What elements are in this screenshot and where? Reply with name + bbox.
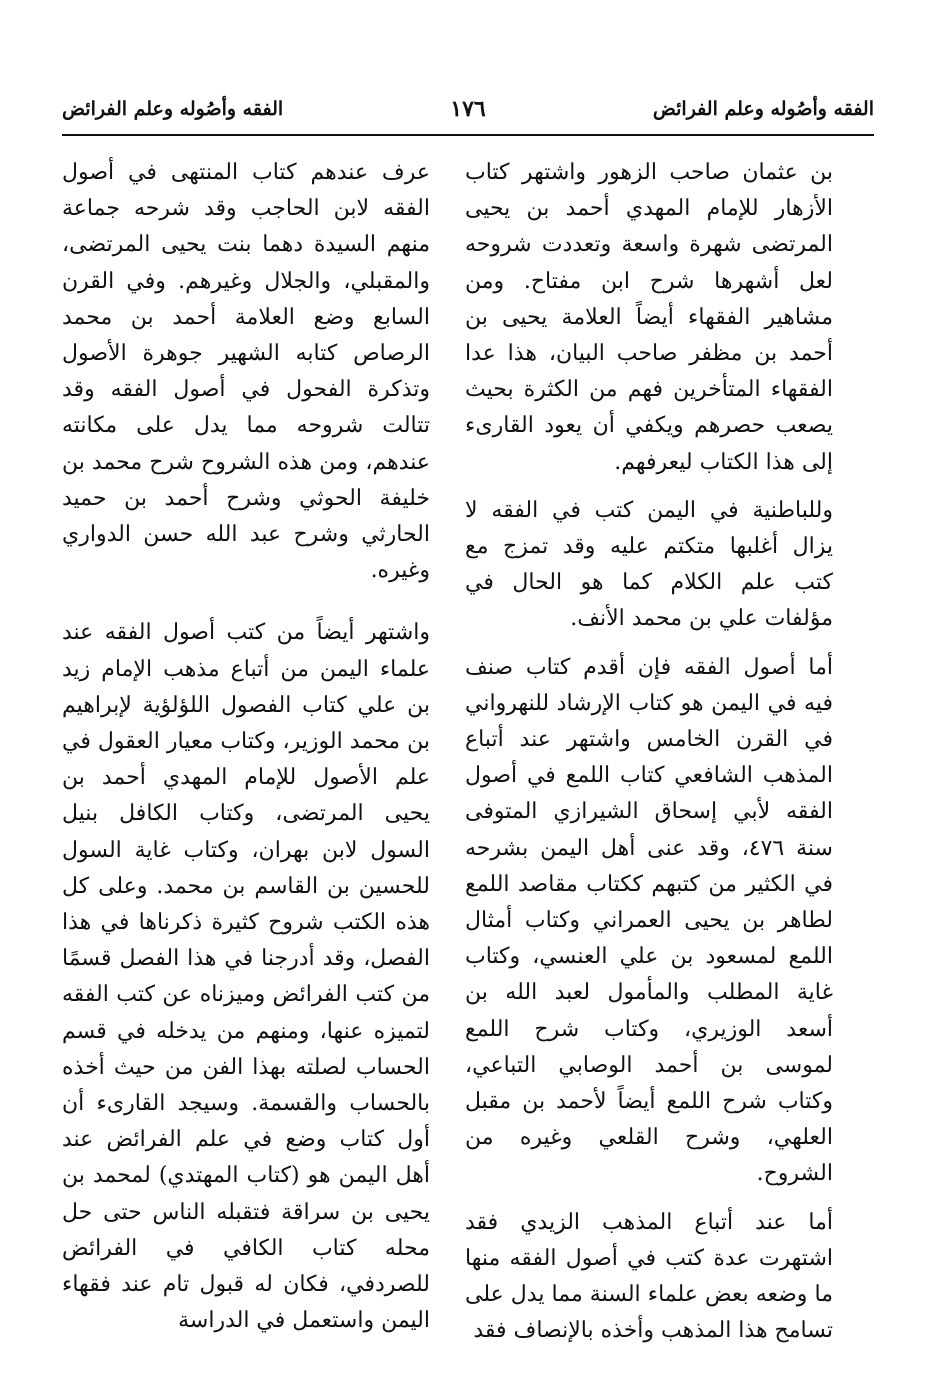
right-column [465, 155, 833, 1350]
paragraph: واشتهر أيضاً من كتب أصول الفقه عند علماء اليمن من أتباع مذهب الإمام زيد بن علي كتاب الفصول اللؤلؤية لإبراهيم بن محمد الوزير، وكتاب معيار العقول في علم الأصول للإمام المهدي أحمد بن يحيى المرتضى، وكتاب الكافل بنيل السول لابن بهران، وكتاب غاية السول للحسين بن القاسم بن محمد. وعلى كل هذه الكتب شروح كثيرة ذكرناها في هذا الفصل، وقد أدرجنا في هذا الفصل قسمًا من كتب الفرائض وميزناه عن كتب الفقه لتميزه عنها، ومنهم من يدخله في قسم الحساب لصلته بهذا الفن من حيث أخذه بالحساب والقسمة. وسيجد القارىء أن أول كتاب وضع في علم الفرائض عند أهل اليمن هو (كتاب المهتدي) لمحمد بن يحيى بن سراقة فتقبله الناس حتى حل محله كتاب الكافي في الفرائض للصردفي، فكان له قبول تام عند فقهاء اليمن واستعمل في الدراسة [62, 620, 430, 1334]
running-header [62, 92, 874, 132]
running-title-right: الفقه وأصُوله وعلم الفرائض [652, 98, 874, 120]
paragraph: بن عثمان صاحب الزهور واشتهر كتاب الأزهار للإمام المهدي أحمد بن يحيى المرتضى شهرة واسعة وتعددت شروحه لعل أشهرها شرح ابن مفتاح. ومن مشاهير الفقهاء أيضاً العلامة يحيى بن أحمد بن مظفر صاحب البيان، هذا عدا الفقهاء المتأخرين فهم من الكثرة بحيث يصعب حصرهم ويكفي أن يعود القارىء إلى هذا الكتاب ليعرفهم. [465, 160, 833, 475]
paragraph: وللباطنية في اليمن كتب في الفقه لا يزال أغلبها متكتم عليه وقد تمزج مع كتب علم الكلام كما هو الحال في مؤلفات علي بن محمد الأنف. [465, 497, 833, 632]
paragraph: عرف عندهم كتاب المنتهى في أصول الفقه لابن الحاجب وقد شرحه جماعة منهم السيدة دهما بنت يحيى المرتضى، والمقبلي، والجلال وغيرهم. وفي القرن السابع وضع العلامة أحمد بن محمد الرصاص كتابه الشهير جوهرة الأصول وتذكرة الفحول في أصول الفقه وقد تتالت شروحه مما يدل على مكانته عندهم، ومن هذه الشروح شرح محمد بن خليفة الحوثي وشرح أحمد بن حميد الحارثي وشرح عبد الله حسن الدواري وغيره. [62, 160, 430, 584]
paragraph: أما عند أتباع المذهب الزيدي فقد اشتهرت عدة كتب في أصول الفقه منها ما وضعه بعض علماء السنة مما يدل على تسامح هذا المذهب وأخذه بالإنصاف فقد [465, 1209, 833, 1344]
running-title-left: الفقه وأصُوله وعلم الفرائض [62, 98, 284, 120]
header-rule [62, 134, 874, 136]
left-column [62, 155, 430, 1340]
paragraph: أما أصول الفقه فإن أقدم كتاب صنف فيه في اليمن هو كتاب الإرشاد للنهرواني في القرن الخامس واشتهر عند أتباع المذهب الشافعي كتاب اللمع في أصول الفقه لأبي إسحاق الشيرازي المتوفى سنة ٤٧٦، وقد عنى أهل اليمن بشرحه في الكثير من كتبهم ككتاب مقاصد اللمع لطاهر بن يحيى العمراني وكتاب أمثال اللمع لمسعود بن علي العنسي، وكتاب غاية المطلب والمأمول لعبد الله بن أسعد الوزيري، وكتاب شرح اللمع لموسى بن أحمد الوصابي التباعي، وكتاب شرح اللمع أيضاً لأحمد بن مقبل العلهي، وشرح القلعي وغيره من الشروح. [465, 654, 833, 1187]
page-number: ١٧٦ [450, 96, 486, 122]
